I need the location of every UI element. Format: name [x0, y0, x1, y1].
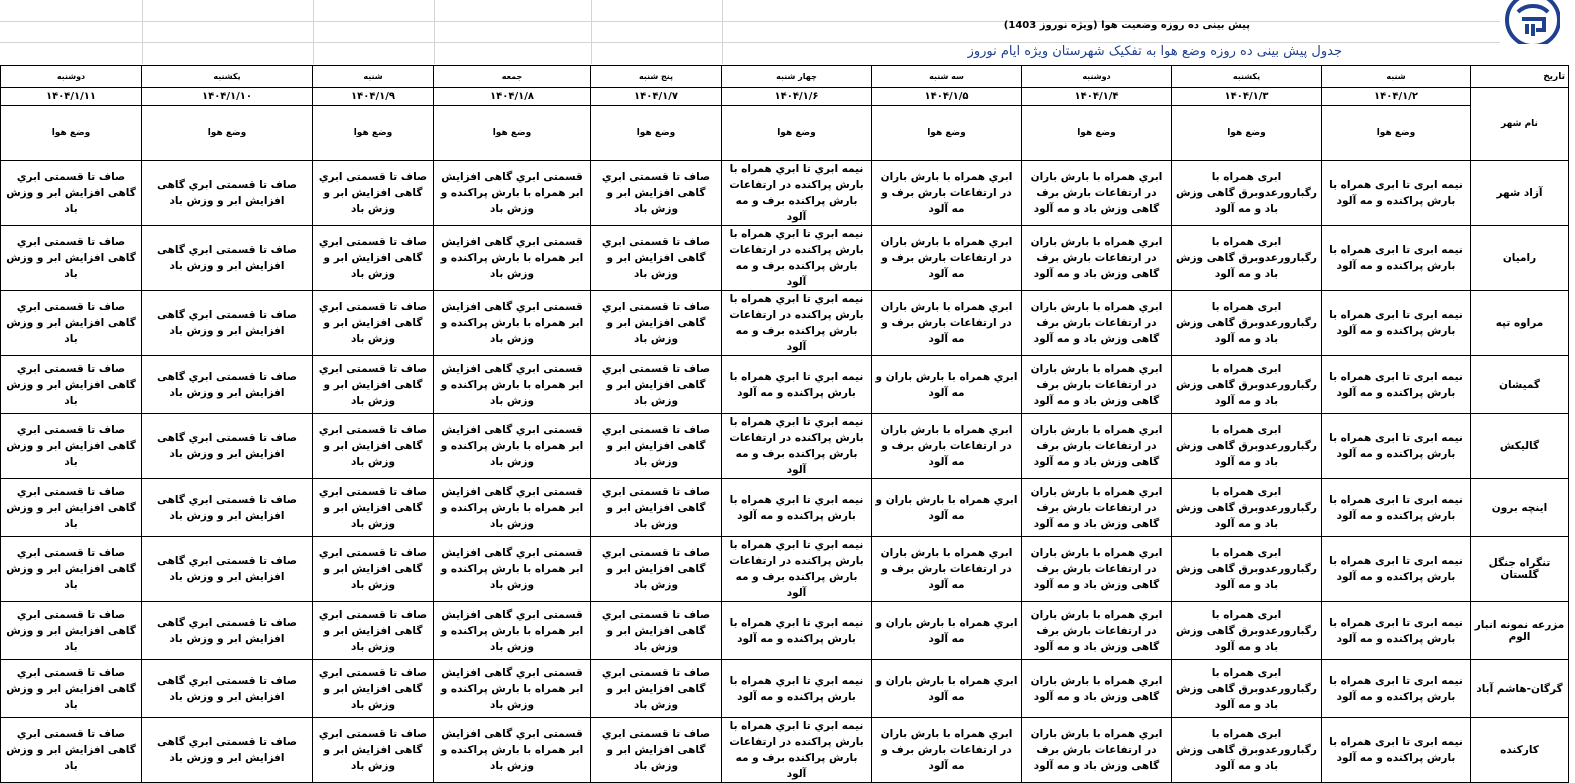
forecast-cell: صاف تا قسمتی ابري گاهی افزایش ابر و وزش باد	[1, 161, 142, 226]
forecast-cell: نیمه ابری تا ابری همراه با بارش پراکنده و مه آلود	[1322, 161, 1471, 226]
grid-line	[722, 0, 723, 64]
forecast-cell: صاف تا قسمتی ابري گاهی افزایش ابر و وزش باد	[591, 602, 722, 660]
forecast-cell: ابري همراه با بارش باران در ارتفاعات بارش برف گاهی وزش باد و مه آلود	[1022, 356, 1172, 414]
table-row	[1, 479, 1569, 537]
day-name: شنبه	[313, 66, 434, 88]
forecast-cell: صاف تا قسمتی ابري گاهی افزایش ابر و وزش باد	[1, 537, 142, 602]
city-name: مزرعه نمونه انبار الوم	[1471, 602, 1569, 660]
forecast-cell: صاف تا قسمتی ابري گاهی افزایش ابر و وزش باد	[1, 226, 142, 291]
weather-header: وضع هوا	[872, 106, 1022, 161]
forecast-cell: ابري همراه با بارش باران در ارتفاعات بارش برف گاهی وزش باد و مه آلود	[1022, 602, 1172, 660]
date-cell: ۱۴۰۴/۱/۳	[1172, 88, 1322, 106]
city-name: آزاد شهر	[1471, 161, 1569, 226]
forecast-cell: صاف تا قسمتی ابري گاهی افزایش ابر و وزش باد	[313, 602, 434, 660]
forecast-cell: صاف تا قسمتی ابري گاهی افزایش ابر و وزش باد	[591, 718, 722, 783]
forecast-cell: ابري همراه با بارش باران و مه آلود	[872, 602, 1022, 660]
forecast-cell: صاف تا قسمتی ابري گاهی افزایش ابر و وزش باد	[1, 356, 142, 414]
forecast-cell: ابری همراه با رگبارورعدوبرق گاهی وزش باد و مه آلود	[1172, 537, 1322, 602]
forecast-cell: نیمه ابری تا ابری همراه با بارش پراکنده و مه آلود	[1322, 356, 1471, 414]
forecast-cell: نیمه ابري تا ابري همراه با بارش پراکنده در ارتفاعات بارش پراکنده برف و مه آلود	[722, 718, 872, 783]
table-row	[1, 718, 1569, 783]
weather-header: وضع هوا	[722, 106, 872, 161]
forecast-cell: صاف تا قسمتی ابري گاهی افزایش ابر و وزش باد	[591, 537, 722, 602]
grid-line	[0, 42, 1500, 43]
grid-line	[0, 21, 1500, 22]
forecast-cell: ابری همراه با رگبارورعدوبرق گاهی وزش باد و مه آلود	[1172, 161, 1322, 226]
forecast-cell: صاف تا قسمتی ابري گاهی افزایش ابر و وزش باد	[313, 479, 434, 537]
forecast-cell: نیمه ابری تا ابری همراه با بارش پراکنده و مه آلود	[1322, 226, 1471, 291]
weather-header: وضع هوا	[1022, 106, 1172, 161]
forecast-cell: ابري همراه با بارش باران در ارتفاعات بارش برف گاهی وزش باد و مه آلود	[1022, 479, 1172, 537]
forecast-cell: صاف تا قسمتی ابري گاهی افزایش ابر و وزش باد	[142, 660, 313, 718]
forecast-cell: صاف تا قسمتی ابري گاهی افزایش ابر و وزش باد	[1, 718, 142, 783]
forecast-cell: قسمتی ابري گاهی افزایش ابر همراه با بارش پراکنده و وزش باد	[434, 291, 591, 356]
forecast-table-body	[1, 66, 1569, 783]
forecast-cell: ابری همراه با رگبارورعدوبرق گاهی وزش باد و مه آلود	[1172, 291, 1322, 356]
forecast-cell: قسمتی ابري گاهی افزایش ابر همراه با بارش پراکنده و وزش باد	[434, 537, 591, 602]
forecast-cell: قسمتی ابري گاهی افزایش ابر همراه با بارش پراکنده و وزش باد	[434, 479, 591, 537]
date-cell: ۱۴۰۴/۱/۸	[434, 88, 591, 106]
forecast-cell: ابری همراه با رگبارورعدوبرق گاهی وزش باد و مه آلود	[1172, 718, 1322, 783]
forecast-cell: ابری همراه با رگبارورعدوبرق گاهی وزش باد و مه آلود	[1172, 602, 1322, 660]
forecast-cell: صاف تا قسمتی ابري گاهی افزایش ابر و وزش باد	[313, 718, 434, 783]
day-name: چهار شنبه	[722, 66, 872, 88]
forecast-cell: صاف تا قسمتی ابري گاهی افزایش ابر و وزش باد	[142, 226, 313, 291]
forecast-cell: صاف تا قسمتی ابري گاهی افزایش ابر و وزش باد	[313, 161, 434, 226]
table-row	[1, 660, 1569, 718]
date-cell: ۱۴۰۴/۱/۱۱	[1, 88, 142, 106]
day-name: شنبه	[1322, 66, 1471, 88]
city-name: مراوه تپه	[1471, 291, 1569, 356]
forecast-table	[0, 65, 1569, 783]
city-name: گمیشان	[1471, 356, 1569, 414]
forecast-cell: ابری همراه با رگبارورعدوبرق گاهی وزش باد و مه آلود	[1172, 414, 1322, 479]
forecast-cell: نیمه ابري تا ابري همراه با بارش پراکنده در ارتفاعات بارش پراکنده برف و مه آلود	[722, 226, 872, 291]
forecast-cell: قسمتی ابري گاهی افزایش ابر همراه با بارش پراکنده و وزش باد	[434, 356, 591, 414]
forecast-cell: نیمه ابري تا ابري همراه با بارش پراکنده و مه آلود	[722, 660, 872, 718]
forecast-cell: ابري همراه با بارش باران گاهی وزش باد و مه آلود	[1022, 660, 1172, 718]
table-row	[1, 356, 1569, 414]
forecast-cell: صاف تا قسمتی ابري گاهی افزایش ابر و وزش باد	[1, 414, 142, 479]
table-title: جدول پیش بینی ده روزه وضع هوا به تفکیک شهرستان ویژه ایام نوروز	[967, 44, 1342, 59]
forecast-cell: صاف تا قسمتی ابري گاهی افزایش ابر و وزش باد	[313, 660, 434, 718]
forecast-cell: ابری همراه با رگبارورعدوبرق گاهی وزش باد و مه آلود	[1172, 356, 1322, 414]
forecast-cell: قسمتی ابري گاهی افزایش ابر همراه با بارش پراکنده و وزش باد	[434, 718, 591, 783]
forecast-cell: صاف تا قسمتی ابري گاهی افزایش ابر و وزش باد	[1, 660, 142, 718]
forecast-cell: صاف تا قسمتی ابري گاهی افزایش ابر و وزش باد	[142, 291, 313, 356]
meteorology-logo-icon	[1500, 0, 1560, 44]
forecast-cell: نیمه ابری تا ابری همراه با بارش پراکنده و مه آلود	[1322, 602, 1471, 660]
forecast-cell: صاف تا قسمتی ابري گاهی افزایش ابر و وزش باد	[591, 414, 722, 479]
forecast-cell: نیمه ابري تا ابري همراه با بارش پراکنده و مه آلود	[722, 356, 872, 414]
day-name: دوشنبه	[1, 66, 142, 88]
forecast-cell: ابري همراه با بارش باران در ارتفاعات بارش برف گاهی وزش باد و مه آلود	[1022, 291, 1172, 356]
forecast-cell: ابري همراه با بارش باران در ارتفاعات بارش برف گاهی وزش باد و مه آلود	[1022, 226, 1172, 291]
forecast-cell: ابري همراه با بارش باران و مه آلود	[872, 356, 1022, 414]
forecast-cell: صاف تا قسمتی ابري گاهی افزایش ابر و وزش باد	[313, 414, 434, 479]
forecast-cell: صاف تا قسمتی ابري گاهی افزایش ابر و وزش باد	[142, 718, 313, 783]
forecast-cell: ابري همراه با بارش باران در ارتفاعات بارش برف گاهی وزش باد و مه آلود	[1022, 537, 1172, 602]
day-name: یکشنبه	[142, 66, 313, 88]
sheet-header	[0, 0, 1575, 64]
forecast-cell: قسمتی ابري گاهی افزایش ابر همراه با بارش پراکنده و وزش باد	[434, 226, 591, 291]
day-name-row	[1, 66, 1569, 88]
forecast-cell: صاف تا قسمتی ابري گاهی افزایش ابر و وزش باد	[591, 291, 722, 356]
city-name: گرگان-هاشم آباد	[1471, 660, 1569, 718]
weather-header: وضع هوا	[313, 106, 434, 161]
forecast-cell: ابري همراه با بارش باران در ارتفاعات بارش برف گاهی وزش باد و مه آلود	[1022, 718, 1172, 783]
forecast-cell: ابري همراه با بارش باران و مه آلود	[872, 660, 1022, 718]
forecast-cell: صاف تا قسمتی ابري گاهی افزایش ابر و وزش باد	[313, 291, 434, 356]
forecast-cell: صاف تا قسمتی ابري گاهی افزایش ابر و وزش باد	[591, 660, 722, 718]
forecast-cell: نیمه ابري تا ابري همراه با بارش پراکنده و مه آلود	[722, 602, 872, 660]
weather-header-row	[1, 106, 1569, 161]
date-cell: ۱۴۰۴/۱/۹	[313, 88, 434, 106]
weather-header: وضع هوا	[591, 106, 722, 161]
forecast-cell: ابري همراه با بارش باران در ارتفاعات بارش برف گاهی وزش باد و مه آلود	[1022, 161, 1172, 226]
forecast-cell: صاف تا قسمتی ابري گاهی افزایش ابر و وزش باد	[142, 479, 313, 537]
city-name: کارکنده	[1471, 718, 1569, 783]
forecast-cell: قسمتی ابري گاهی افزایش ابر همراه با بارش پراکنده و وزش باد	[434, 414, 591, 479]
forecast-cell: صاف تا قسمتی ابري گاهی افزایش ابر و وزش باد	[313, 537, 434, 602]
forecast-cell: صاف تا قسمتی ابري گاهی افزایش ابر و وزش باد	[142, 161, 313, 226]
forecast-cell: نیمه ابري تا ابري همراه با بارش پراکنده در ارتفاعات بارش پراکنده برف و مه آلود	[722, 537, 872, 602]
day-name: پنج شنبه	[591, 66, 722, 88]
forecast-cell: صاف تا قسمتی ابري گاهی افزایش ابر و وزش باد	[1, 479, 142, 537]
city-name: اینچه برون	[1471, 479, 1569, 537]
forecast-cell: نیمه ابري تا ابري همراه با بارش پراکنده و مه آلود	[722, 479, 872, 537]
date-cell: ۱۴۰۴/۱/۷	[591, 88, 722, 106]
date-label: تاریخ	[1471, 66, 1569, 88]
forecast-cell: قسمتی ابري گاهی افزایش ابر همراه با بارش پراکنده و وزش باد	[434, 660, 591, 718]
forecast-cell: نیمه ابری تا ابری همراه با بارش پراکنده و مه آلود	[1322, 291, 1471, 356]
grid-line	[313, 0, 314, 64]
day-name: سه شنبه	[872, 66, 1022, 88]
forecast-cell: ابري همراه با بارش باران در ارتفاعات بارش برف گاهی وزش باد و مه آلود	[1022, 414, 1172, 479]
forecast-cell: ابري همراه با بارش باران در ارتفاعات بارش برف و مه آلود	[872, 718, 1022, 783]
forecast-cell: نیمه ابری تا ابری همراه با بارش پراکنده و مه آلود	[1322, 537, 1471, 602]
weather-header: وضع هوا	[1172, 106, 1322, 161]
forecast-cell: صاف تا قسمتی ابري گاهی افزایش ابر و وزش باد	[313, 226, 434, 291]
grid-line	[434, 0, 435, 64]
city-name: گالیکش	[1471, 414, 1569, 479]
date-row	[1, 88, 1569, 106]
weather-header: وضع هوا	[1, 106, 142, 161]
forecast-cell: ابري همراه با بارش باران در ارتفاعات بارش برف و مه آلود	[872, 226, 1022, 291]
table-row	[1, 414, 1569, 479]
forecast-cell: نیمه ابری تا ابری همراه با بارش پراکنده و مه آلود	[1322, 414, 1471, 479]
forecast-cell: نیمه ابري تا ابري همراه با بارش پراکنده در ارتفاعات بارش پراکنده برف و مه آلود	[722, 414, 872, 479]
table-row	[1, 537, 1569, 602]
forecast-cell: ابري همراه با بارش باران در ارتفاعات بارش برف و مه آلود	[872, 161, 1022, 226]
forecast-cell: صاف تا قسمتی ابري گاهی افزایش ابر و وزش باد	[142, 414, 313, 479]
forecast-cell: قسمتی ابري گاهی افزایش ابر همراه با بارش پراکنده و وزش باد	[434, 161, 591, 226]
city-name: تنگراه جنگل گلستان	[1471, 537, 1569, 602]
forecast-cell: صاف تا قسمتی ابري گاهی افزایش ابر و وزش باد	[591, 226, 722, 291]
city-label: نام شهر	[1471, 88, 1569, 161]
weather-header: وضع هوا	[1322, 106, 1471, 161]
forecast-cell: صاف تا قسمتی ابري گاهی افزایش ابر و وزش باد	[142, 537, 313, 602]
forecast-cell: ابری همراه با رگبارورعدوبرق گاهی وزش باد و مه آلود	[1172, 479, 1322, 537]
date-cell: ۱۴۰۴/۱/۶	[722, 88, 872, 106]
forecast-cell: نیمه ابری تا ابری همراه با بارش پراکنده و مه آلود	[1322, 718, 1471, 783]
forecast-cell: قسمتی ابري گاهی افزایش ابر همراه با بارش پراکنده و وزش باد	[434, 602, 591, 660]
forecast-cell: صاف تا قسمتی ابري گاهی افزایش ابر و وزش باد	[142, 356, 313, 414]
day-name: جمعه	[434, 66, 591, 88]
forecast-cell: نیمه ابري تا ابري همراه با بارش پراکنده در ارتفاعات بارش پراکنده برف و مه آلود	[722, 291, 872, 356]
forecast-cell: ابري همراه با بارش باران در ارتفاعات بارش برف و مه آلود	[872, 291, 1022, 356]
forecast-cell: نیمه ابري تا ابري همراه با بارش پراکنده در ارتفاعات بارش پراکنده برف و مه آلود	[722, 161, 872, 226]
forecast-cell: صاف تا قسمتی ابري گاهی افزایش ابر و وزش باد	[591, 356, 722, 414]
forecast-cell: ابري همراه با بارش باران و مه آلود	[872, 479, 1022, 537]
day-name: یکشنبه	[1172, 66, 1322, 88]
forecast-cell: صاف تا قسمتی ابري گاهی افزایش ابر و وزش باد	[1, 602, 142, 660]
forecast-cell: ابری همراه با رگبارورعدوبرق گاهی وزش باد و مه آلود	[1172, 226, 1322, 291]
forecast-cell: صاف تا قسمتی ابري گاهی افزایش ابر و وزش باد	[1, 291, 142, 356]
weather-header: وضع هوا	[142, 106, 313, 161]
date-cell: ۱۴۰۴/۱/۲	[1322, 88, 1471, 106]
page-title: پیش بینی ده روزه وضعیت هوا (ویژه نوروز 1403)	[1003, 20, 1250, 31]
forecast-cell: صاف تا قسمتی ابري گاهی افزایش ابر و وزش باد	[591, 161, 722, 226]
forecast-cell: صاف تا قسمتی ابري گاهی افزایش ابر و وزش باد	[591, 479, 722, 537]
forecast-cell: نیمه ابری تا ابری همراه با بارش پراکنده و مه آلود	[1322, 479, 1471, 537]
date-cell: ۱۴۰۴/۱/۵	[872, 88, 1022, 106]
forecast-cell: نیمه ابری تا ابری همراه با بارش پراکنده و مه آلود	[1322, 660, 1471, 718]
date-cell: ۱۴۰۴/۱/۱۰	[142, 88, 313, 106]
table-row	[1, 291, 1569, 356]
date-cell: ۱۴۰۴/۱/۴	[1022, 88, 1172, 106]
forecast-cell: صاف تا قسمتی ابري گاهی افزایش ابر و وزش باد	[313, 356, 434, 414]
table-row	[1, 161, 1569, 226]
grid-line	[142, 0, 143, 64]
day-name: دوشنبه	[1022, 66, 1172, 88]
forecast-cell: صاف تا قسمتی ابري گاهی افزایش ابر و وزش باد	[142, 602, 313, 660]
forecast-cell: ابري همراه با بارش باران در ارتفاعات بارش برف و مه آلود	[872, 414, 1022, 479]
forecast-cell: ابري همراه با بارش باران در ارتفاعات بارش برف و مه آلود	[872, 537, 1022, 602]
table-row	[1, 226, 1569, 291]
grid-line	[591, 0, 592, 64]
weather-header: وضع هوا	[434, 106, 591, 161]
table-row	[1, 602, 1569, 660]
forecast-cell: ابری همراه با رگبارورعدوبرق گاهی وزش باد و مه آلود	[1172, 660, 1322, 718]
city-name: رامیان	[1471, 226, 1569, 291]
